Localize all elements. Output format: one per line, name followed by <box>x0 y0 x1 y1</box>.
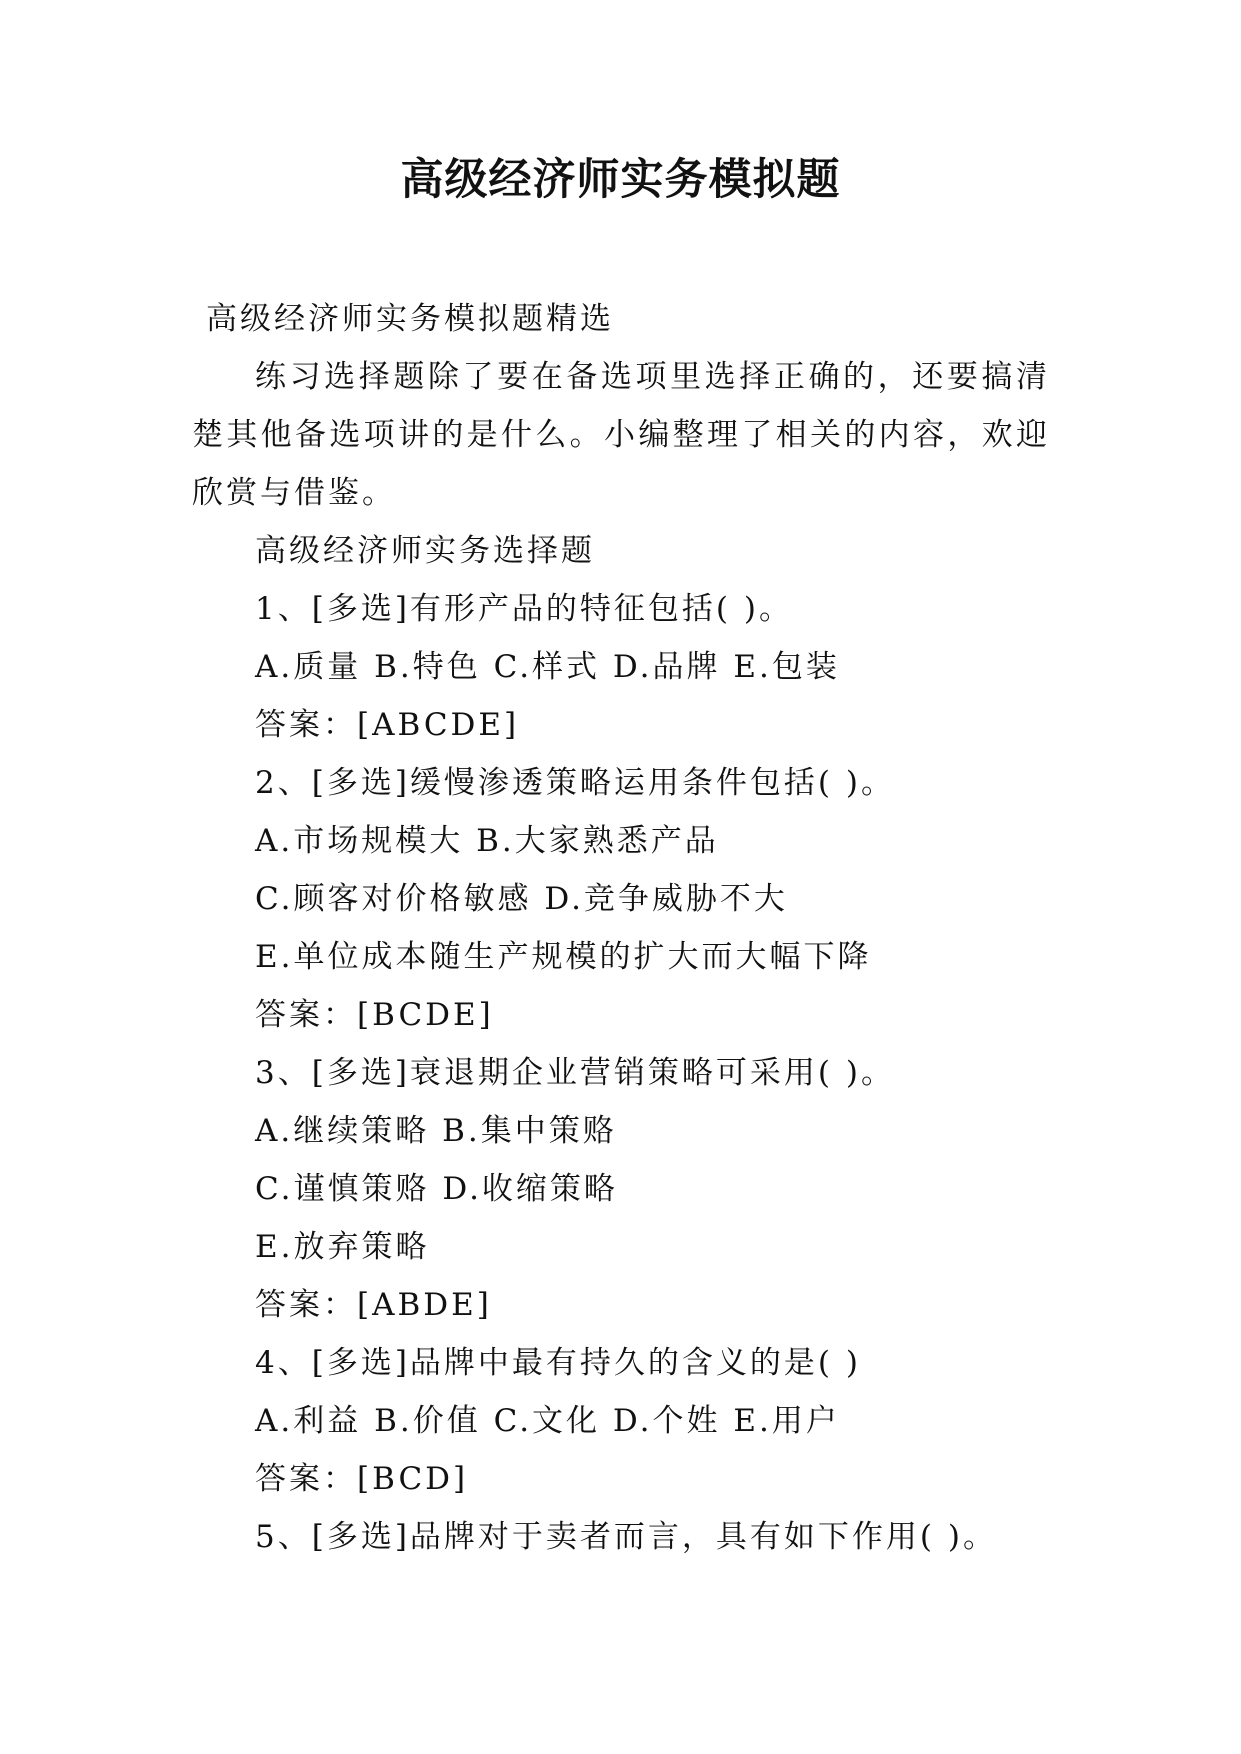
section-heading: 高级经济师实务选择题 <box>255 533 595 569</box>
question-1-stem: 1、[多选]有形产品的特征包括( )。 <box>255 591 793 627</box>
question-1-options: A.质量 B.特色 C.样式 D.品牌 E.包装 <box>255 649 840 685</box>
question-2-stem: 2、[多选]缓慢渗透策略运用条件包括( )。 <box>255 765 895 801</box>
question-5-stem: 5、[多选]品牌对于卖者而言，具有如下作用( )。 <box>255 1519 997 1555</box>
question-4-stem: 4、[多选]品牌中最有持久的含义的是( ) <box>255 1345 861 1381</box>
question-4-answer: 答案：[BCD] <box>255 1461 469 1497</box>
question-3-stem: 3、[多选]衰退期企业营销策略可采用( )。 <box>255 1055 895 1091</box>
question-3-options-line-2: C.谨慎策赂 D.收缩策略 <box>255 1171 618 1207</box>
question-2-options-line-3: E.单位成本随生产规模的扩大而大幅下降 <box>255 939 872 975</box>
document-title: 高级经济师实务模拟题 <box>400 155 841 205</box>
question-2-options-line-1: A.市场规模大 B.大家熟悉产品 <box>255 823 719 859</box>
question-3-answer: 答案：[ABDE] <box>255 1287 492 1323</box>
document-body <box>192 290 1050 1566</box>
question-3-options-line-1: A.继续策略 B.集中策赂 <box>255 1113 617 1149</box>
question-1-answer: 答案：[ABCDE] <box>255 707 520 743</box>
question-3-options-line-3: E.放弃策略 <box>255 1229 430 1265</box>
question-4-options: A.利益 B.价值 C.文化 D.个姓 E.用户 <box>255 1403 840 1439</box>
question-2-answer: 答案：[BCDE] <box>255 997 494 1033</box>
document-subtitle: 高级经济师实务模拟题精选 <box>206 301 614 337</box>
intro-paragraph: 练习选择题除了要在备选项里选择正确的，还要搞清楚其他备选项讲的是什么。小编整理了相关的内容，欢迎欣赏与借鉴。 <box>192 359 1050 511</box>
question-2-options-line-2: C.顾客对价格敏感 D.竞争威胁不大 <box>255 881 788 917</box>
